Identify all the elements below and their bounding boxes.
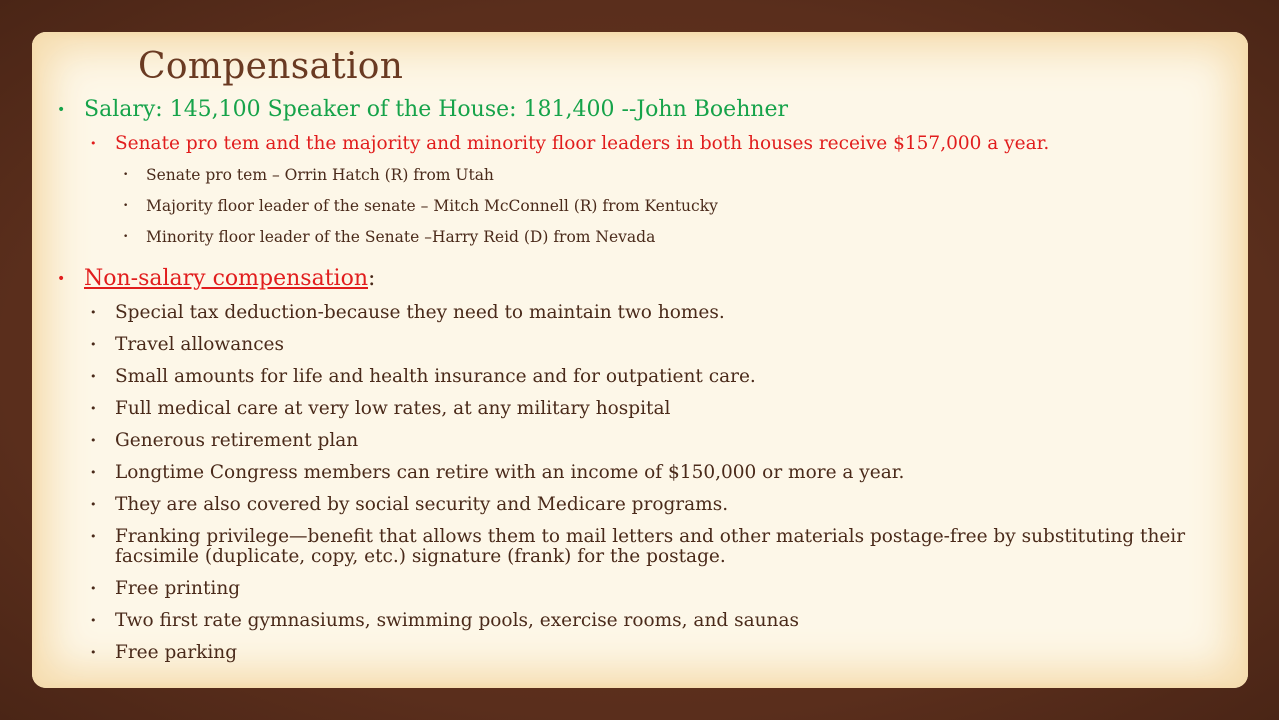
- leader-text: Majority floor leader of the senate – Mitch McConnell (R) from Kentucky: [146, 197, 718, 215]
- slide-title: Compensation: [138, 46, 404, 87]
- salary-text: Salary: 145,100 Speaker of the House: 181,400 --John Boehner: [84, 97, 789, 122]
- bullet-icon: •: [90, 498, 97, 511]
- leader-item: [54, 160, 1234, 191]
- benefit-text: Free printing: [115, 578, 241, 599]
- nonsalary-heading: Non-salary compensation: [84, 266, 368, 291]
- benefit-text: They are also covered by social security and Medicare programs.: [115, 494, 729, 515]
- salary-bullet: [54, 92, 1234, 128]
- benefit-item: [54, 605, 1234, 637]
- benefit-item: [54, 489, 1234, 521]
- leader-item: [54, 191, 1234, 222]
- nonsalary-colon: :: [368, 266, 376, 291]
- benefit-text: Two first rate gymnasiums, swimming pools, exercise rooms, and saunas: [115, 610, 799, 631]
- benefit-item: [54, 425, 1234, 457]
- benefit-text: Travel allowances: [115, 334, 284, 355]
- bullet-icon: •: [57, 102, 66, 118]
- leader-text: Senate pro tem – Orrin Hatch (R) from Utah: [146, 166, 494, 184]
- benefit-text: Full medical care at very low rates, at any military hospital: [115, 398, 671, 419]
- benefit-item: [54, 329, 1234, 361]
- benefit-text: Small amounts for life and health insurance and for outpatient care.: [115, 366, 756, 387]
- benefit-text: Special tax deduction-because they need to maintain two homes.: [115, 302, 725, 323]
- leaders-bullet: [54, 128, 1234, 160]
- benefit-item: [54, 361, 1234, 393]
- leaders-text: Senate pro tem and the majority and minority floor leaders in both houses receive $157,000 a year.: [115, 133, 1050, 154]
- benefit-text: Free parking: [115, 642, 238, 663]
- benefit-text: Franking privilege—benefit that allows them to mail letters and other materials postage-free by substituting their facsimile (duplicate, copy, etc.) signature (frank) for the postage.: [115, 526, 1186, 567]
- benefit-item: [54, 521, 1234, 573]
- benefit-item: [54, 393, 1234, 425]
- benefit-item: [54, 637, 1234, 669]
- benefit-text: Longtime Congress members can retire with an income of $150,000 or more a year.: [115, 462, 905, 483]
- bullet-icon: •: [90, 370, 97, 383]
- bullet-icon: •: [90, 137, 97, 150]
- benefit-item: [54, 457, 1234, 489]
- bullet-icon: •: [90, 434, 97, 447]
- bullet-icon: •: [90, 306, 97, 319]
- slide: [32, 32, 1248, 688]
- bullet-icon: •: [123, 170, 129, 180]
- bullet-icon: •: [90, 582, 97, 595]
- bullet-icon: •: [90, 646, 97, 659]
- bullet-icon: •: [90, 466, 97, 479]
- bullet-icon: •: [57, 271, 66, 287]
- bullet-icon: •: [90, 402, 97, 415]
- slide-content: [54, 92, 1234, 669]
- leader-text: Minority floor leader of the Senate –Harry Reid (D) from Nevada: [146, 228, 656, 246]
- benefit-item: [54, 573, 1234, 605]
- bullet-icon: •: [123, 201, 129, 211]
- benefit-item: [54, 297, 1234, 329]
- bullet-icon: •: [123, 232, 129, 242]
- leader-item: [54, 222, 1234, 253]
- benefit-text: Generous retirement plan: [115, 430, 359, 451]
- bullet-icon: •: [90, 338, 97, 351]
- bullet-icon: •: [90, 530, 97, 543]
- bullet-icon: •: [90, 614, 97, 627]
- nonsalary-bullet: [54, 261, 1234, 297]
